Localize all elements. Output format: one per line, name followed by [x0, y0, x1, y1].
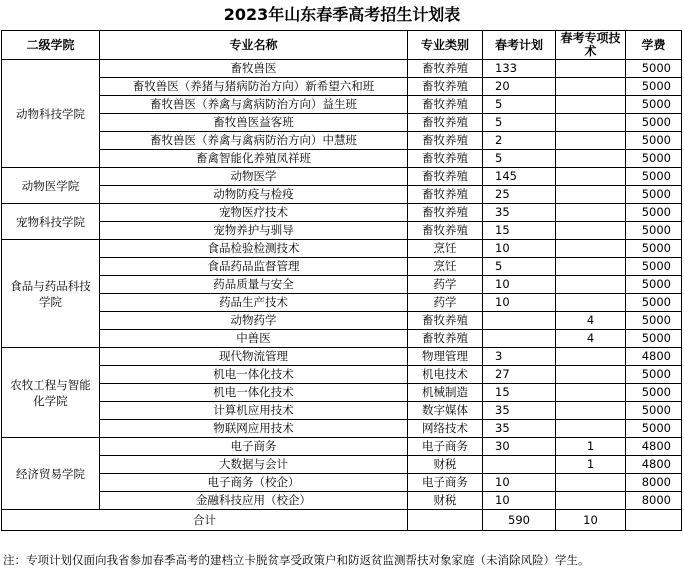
- table-row: [2, 384, 682, 402]
- major-cell: 物联网应用技术: [100, 420, 408, 438]
- major-cell: 药品质量与安全: [100, 276, 408, 294]
- special-cell: [556, 294, 626, 312]
- table-row: [2, 330, 682, 348]
- fee-cell: 5000: [626, 78, 682, 96]
- major-cell: 机电一体化技术: [100, 366, 408, 384]
- plan-cell: 5: [483, 96, 556, 114]
- category-cell: 财税: [408, 456, 483, 474]
- special-cell: [556, 222, 626, 240]
- fee-cell: 8000: [626, 492, 682, 510]
- table-row: [2, 132, 682, 150]
- plan-cell: 35: [483, 402, 556, 420]
- category-cell: 网络技术: [408, 420, 483, 438]
- plan-cell: 10: [483, 474, 556, 492]
- special-cell: [556, 366, 626, 384]
- table-row: [2, 294, 682, 312]
- major-cell: 金融科技应用（校企）: [100, 492, 408, 510]
- plan-cell: 5: [483, 114, 556, 132]
- table-row: [2, 96, 682, 114]
- total-special: 10: [556, 510, 626, 531]
- plan-cell: 15: [483, 384, 556, 402]
- table-row: [2, 312, 682, 330]
- special-cell: [556, 96, 626, 114]
- category-cell: 药学: [408, 276, 483, 294]
- total-row: [2, 510, 682, 531]
- fee-cell: 5000: [626, 96, 682, 114]
- plan-cell: 35: [483, 204, 556, 222]
- category-cell: 电子商务: [408, 474, 483, 492]
- college-cell: 宠物科技学院: [2, 204, 100, 240]
- plan-cell: 2: [483, 132, 556, 150]
- table-row: [2, 204, 682, 222]
- college-cell: 经济贸易学院: [2, 438, 100, 510]
- major-cell: 动物防疫与检疫: [100, 186, 408, 204]
- special-cell: 4: [556, 312, 626, 330]
- special-cell: [556, 402, 626, 420]
- table-row: [2, 258, 682, 276]
- special-cell: [556, 348, 626, 366]
- table-row: [2, 150, 682, 168]
- category-cell: 畜牧养殖: [408, 204, 483, 222]
- plan-cell: 5: [483, 258, 556, 276]
- footnote: 注：专项计划仅面向我省参加春季高考的建档立卡脱贫享受政策户和防返贫监测帮扶对象家庭（未消除风险）学生。: [3, 553, 590, 567]
- table-header-row: [2, 31, 682, 60]
- plan-cell: 10: [483, 276, 556, 294]
- plan-cell: 10: [483, 294, 556, 312]
- header-major: 专业名称: [100, 31, 408, 60]
- major-cell: 宠物医疗技术: [100, 204, 408, 222]
- plan-cell: 20: [483, 78, 556, 96]
- table-row: [2, 168, 682, 186]
- major-cell: 畜牧兽医益客班: [100, 114, 408, 132]
- special-cell: [556, 474, 626, 492]
- table-row: [2, 456, 682, 474]
- special-cell: [556, 204, 626, 222]
- table-row: [2, 348, 682, 366]
- special-cell: [556, 78, 626, 96]
- category-cell: 畜牧养殖: [408, 330, 483, 348]
- plan-cell: 5: [483, 150, 556, 168]
- category-cell: 畜牧养殖: [408, 78, 483, 96]
- enrollment-plan-table: [1, 30, 682, 531]
- table-row: [2, 492, 682, 510]
- major-cell: 畜牧兽医（养猪与猪病防治方向）新希望六和班: [100, 78, 408, 96]
- header-fee: 学费: [626, 31, 682, 60]
- table-row: [2, 60, 682, 78]
- fee-cell: 5000: [626, 150, 682, 168]
- fee-cell: 5000: [626, 366, 682, 384]
- special-cell: [556, 276, 626, 294]
- fee-cell: 5000: [626, 276, 682, 294]
- fee-cell: 5000: [626, 312, 682, 330]
- fee-cell: 5000: [626, 222, 682, 240]
- fee-cell: 4800: [626, 438, 682, 456]
- category-cell: 畜牧养殖: [408, 150, 483, 168]
- fee-cell: 5000: [626, 240, 682, 258]
- major-cell: 食品药品监督管理: [100, 258, 408, 276]
- category-cell: 烹饪: [408, 240, 483, 258]
- category-cell: 畜牧养殖: [408, 222, 483, 240]
- table-row: [2, 222, 682, 240]
- special-cell: [556, 168, 626, 186]
- special-cell: [556, 186, 626, 204]
- category-cell: 物理管理: [408, 348, 483, 366]
- special-cell: [556, 132, 626, 150]
- fee-cell: 5000: [626, 294, 682, 312]
- header-plan: 春考计划: [483, 31, 556, 60]
- fee-cell: 4800: [626, 456, 682, 474]
- category-cell: 烹饪: [408, 258, 483, 276]
- table-row: [2, 474, 682, 492]
- major-cell: 计算机应用技术: [100, 402, 408, 420]
- plan-cell: 35: [483, 420, 556, 438]
- fee-cell: 5000: [626, 420, 682, 438]
- major-cell: 畜禽智能化养殖凤祥班: [100, 150, 408, 168]
- table-row: [2, 402, 682, 420]
- table-row: [2, 366, 682, 384]
- major-cell: 畜牧兽医（养禽与禽病防治方向）益生班: [100, 96, 408, 114]
- college-cell: 食品与药品科技学院: [2, 240, 100, 348]
- fee-cell: 5000: [626, 330, 682, 348]
- category-cell: 机电技术: [408, 366, 483, 384]
- total-category: [408, 510, 483, 531]
- fee-cell: 5000: [626, 384, 682, 402]
- fee-cell: 5000: [626, 186, 682, 204]
- major-cell: 大数据与会计: [100, 456, 408, 474]
- table-row: [2, 186, 682, 204]
- special-cell: [556, 150, 626, 168]
- major-cell: 畜牧兽医（养禽与禽病防治方向）中慧班: [100, 132, 408, 150]
- major-cell: 现代物流管理: [100, 348, 408, 366]
- category-cell: 畜牧养殖: [408, 312, 483, 330]
- header-category: 专业类别: [408, 31, 483, 60]
- fee-cell: 5000: [626, 258, 682, 276]
- fee-cell: 8000: [626, 474, 682, 492]
- plan-cell: 10: [483, 492, 556, 510]
- total-fee: [626, 510, 682, 531]
- college-cell: 动物科技学院: [2, 60, 100, 168]
- major-cell: 药品生产技术: [100, 294, 408, 312]
- fee-cell: 5000: [626, 114, 682, 132]
- major-cell: 食品检验检测技术: [100, 240, 408, 258]
- major-cell: 电子商务: [100, 438, 408, 456]
- plan-cell: 30: [483, 438, 556, 456]
- major-cell: 动物医学: [100, 168, 408, 186]
- header-special: 春考专项技术: [556, 31, 626, 60]
- plan-cell: 15: [483, 222, 556, 240]
- category-cell: 畜牧养殖: [408, 114, 483, 132]
- plan-cell: 3: [483, 348, 556, 366]
- fee-cell: 5000: [626, 204, 682, 222]
- special-cell: [556, 384, 626, 402]
- special-cell: 1: [556, 438, 626, 456]
- major-cell: 中兽医: [100, 330, 408, 348]
- major-cell: 宠物养护与驯导: [100, 222, 408, 240]
- table-row: [2, 276, 682, 294]
- major-cell: 动物药学: [100, 312, 408, 330]
- fee-cell: 5000: [626, 168, 682, 186]
- plan-cell: 25: [483, 186, 556, 204]
- special-cell: [556, 114, 626, 132]
- category-cell: 机械制造: [408, 384, 483, 402]
- college-cell: 动物医学院: [2, 168, 100, 204]
- category-cell: 畜牧养殖: [408, 132, 483, 150]
- plan-cell: 10: [483, 240, 556, 258]
- category-cell: 财税: [408, 492, 483, 510]
- plan-cell: 27: [483, 366, 556, 384]
- fee-cell: 5000: [626, 132, 682, 150]
- special-cell: 4: [556, 330, 626, 348]
- special-cell: [556, 240, 626, 258]
- major-cell: 机电一体化技术: [100, 384, 408, 402]
- table-row: [2, 114, 682, 132]
- total-label: 合计: [2, 510, 408, 531]
- special-cell: [556, 60, 626, 78]
- special-cell: 1: [556, 456, 626, 474]
- college-cell: 农牧工程与智能化学院: [2, 348, 100, 438]
- plan-cell: [483, 456, 556, 474]
- table-row: [2, 240, 682, 258]
- table-row: [2, 438, 682, 456]
- plan-cell: 145: [483, 168, 556, 186]
- page-title: 2023年山东春季高考招生计划表: [223, 5, 461, 24]
- category-cell: 畜牧养殖: [408, 60, 483, 78]
- special-cell: [556, 420, 626, 438]
- major-cell: 电子商务（校企）: [100, 474, 408, 492]
- total-plan: 590: [483, 510, 556, 531]
- table-row: [2, 78, 682, 96]
- category-cell: 电子商务: [408, 438, 483, 456]
- table-row: [2, 420, 682, 438]
- fee-cell: 5000: [626, 60, 682, 78]
- special-cell: [556, 492, 626, 510]
- plan-cell: [483, 330, 556, 348]
- plan-cell: 133: [483, 60, 556, 78]
- plan-cell: [483, 312, 556, 330]
- category-cell: 畜牧养殖: [408, 96, 483, 114]
- fee-cell: 4800: [626, 348, 682, 366]
- category-cell: 药学: [408, 294, 483, 312]
- category-cell: 数字媒体: [408, 402, 483, 420]
- category-cell: 畜牧养殖: [408, 186, 483, 204]
- header-college: 二级学院: [2, 31, 100, 60]
- major-cell: 畜牧兽医: [100, 60, 408, 78]
- category-cell: 畜牧养殖: [408, 168, 483, 186]
- fee-cell: 5000: [626, 402, 682, 420]
- special-cell: [556, 258, 626, 276]
